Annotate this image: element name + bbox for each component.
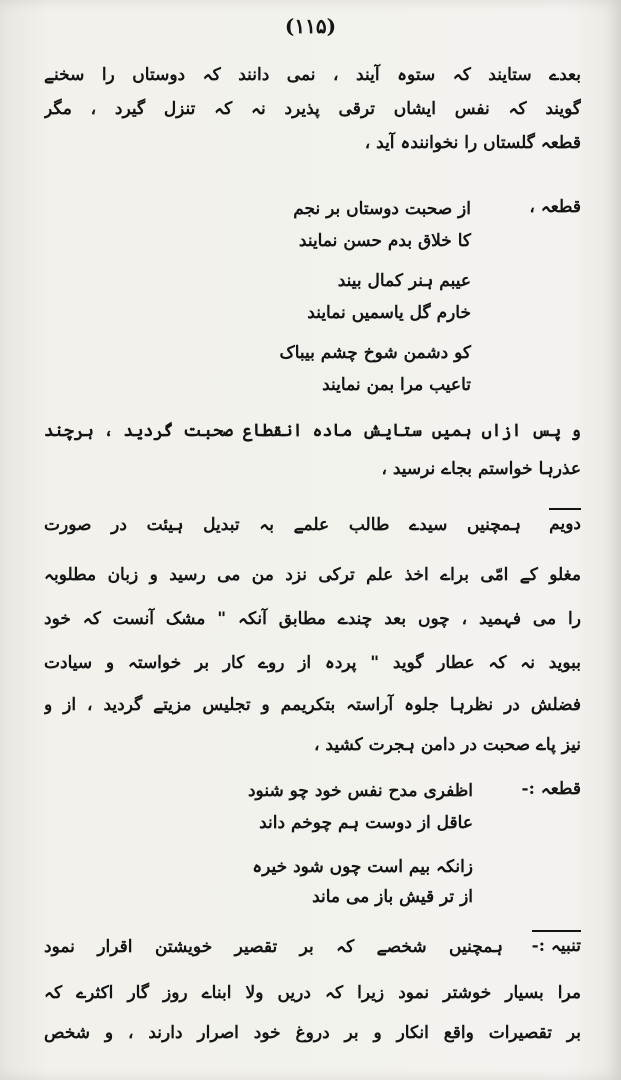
text-line: بعدے ستایند کہ ستوہ آیند ، نمی دانند کہ دوستاں را سخنے <box>44 65 581 85</box>
verse-line: از صحبت دوستاں بر نجم <box>293 199 471 219</box>
text-line: بر تقصیرات واقع انکار و بر دروغ خود اصرار دارند ، و شخص <box>44 1023 581 1043</box>
verse-line: کا خلاق بدم حسن نمایند <box>298 231 471 251</box>
text-line: عذرہا خواستم بجاے نرسید ، <box>381 459 581 479</box>
verse-line: تاعیب مرا بمن نمایند <box>322 375 471 395</box>
page-number: (۱۱۵) <box>284 14 337 38</box>
text-line: نیز پاے صحبت در دامن ہجرت کشید ، <box>313 735 581 755</box>
text-line: ہمچنیں شخصے کہ بر تقصیر خویشتن اقرار نمود <box>44 937 503 957</box>
text-line: مرا بسیار خوشتر نمود زیرا کہ دریں ولا ابناے روز گار اکثرے کہ <box>44 983 581 1003</box>
text-line: فضلش در نظرہا جلوہ آراستہ بتکریمم و تجلیس مزیتے گردید ، از و <box>44 695 581 715</box>
verse-line: از تر قیش باز می ماند <box>312 887 473 907</box>
text-line: قطعہ گلستاں را نخوانندہ آید ، <box>364 133 581 153</box>
text-line: گویند کہ نفس ایشاں ترقی پذیرد نہ کہ تنزل گیرد ، مگر <box>44 99 581 119</box>
verse-line: عاقل از دوست ہم چوخم داند <box>259 813 473 833</box>
verse-line: عیبم ہنر کمال بیند <box>337 271 471 291</box>
text-line: را می فہمید ، چوں بعد چندے مطابق آنکہ " مشک آنست کہ خود <box>44 609 581 629</box>
text-line: مغلو کے امّی براے اخذ علم ترکی نزد من می رسید و زبان مطلوبہ <box>44 565 581 585</box>
verse-line: خارم گل یاسمیں نمایند <box>307 303 471 323</box>
section-lead: تنبیہ :- <box>532 930 581 959</box>
verse-line: کو دشمن شوخ چشم بیباک <box>279 343 471 363</box>
text-line: ہمچنیں سیدے طالب علمے بہ تبدیل ہیئت در صورت <box>44 515 521 535</box>
qita-label: قطعہ :- <box>521 779 581 799</box>
section-lead: دویم <box>549 508 581 537</box>
text-line: و پس ازاں ہمیں ستایش مادہ انقطاع صحبت گردید ، ہرچند <box>44 421 581 441</box>
verse-line: اظفری مدح نفس خود چو شنود <box>247 781 473 801</box>
verse-line: زانکہ بیم است چوں شود خیرہ <box>252 857 473 877</box>
text-line: ببوید نہ کہ عطار گوید " پردہ از روے کار بر خواستہ و سیادت <box>44 653 581 673</box>
qita-label: قطعہ ، <box>529 197 581 217</box>
